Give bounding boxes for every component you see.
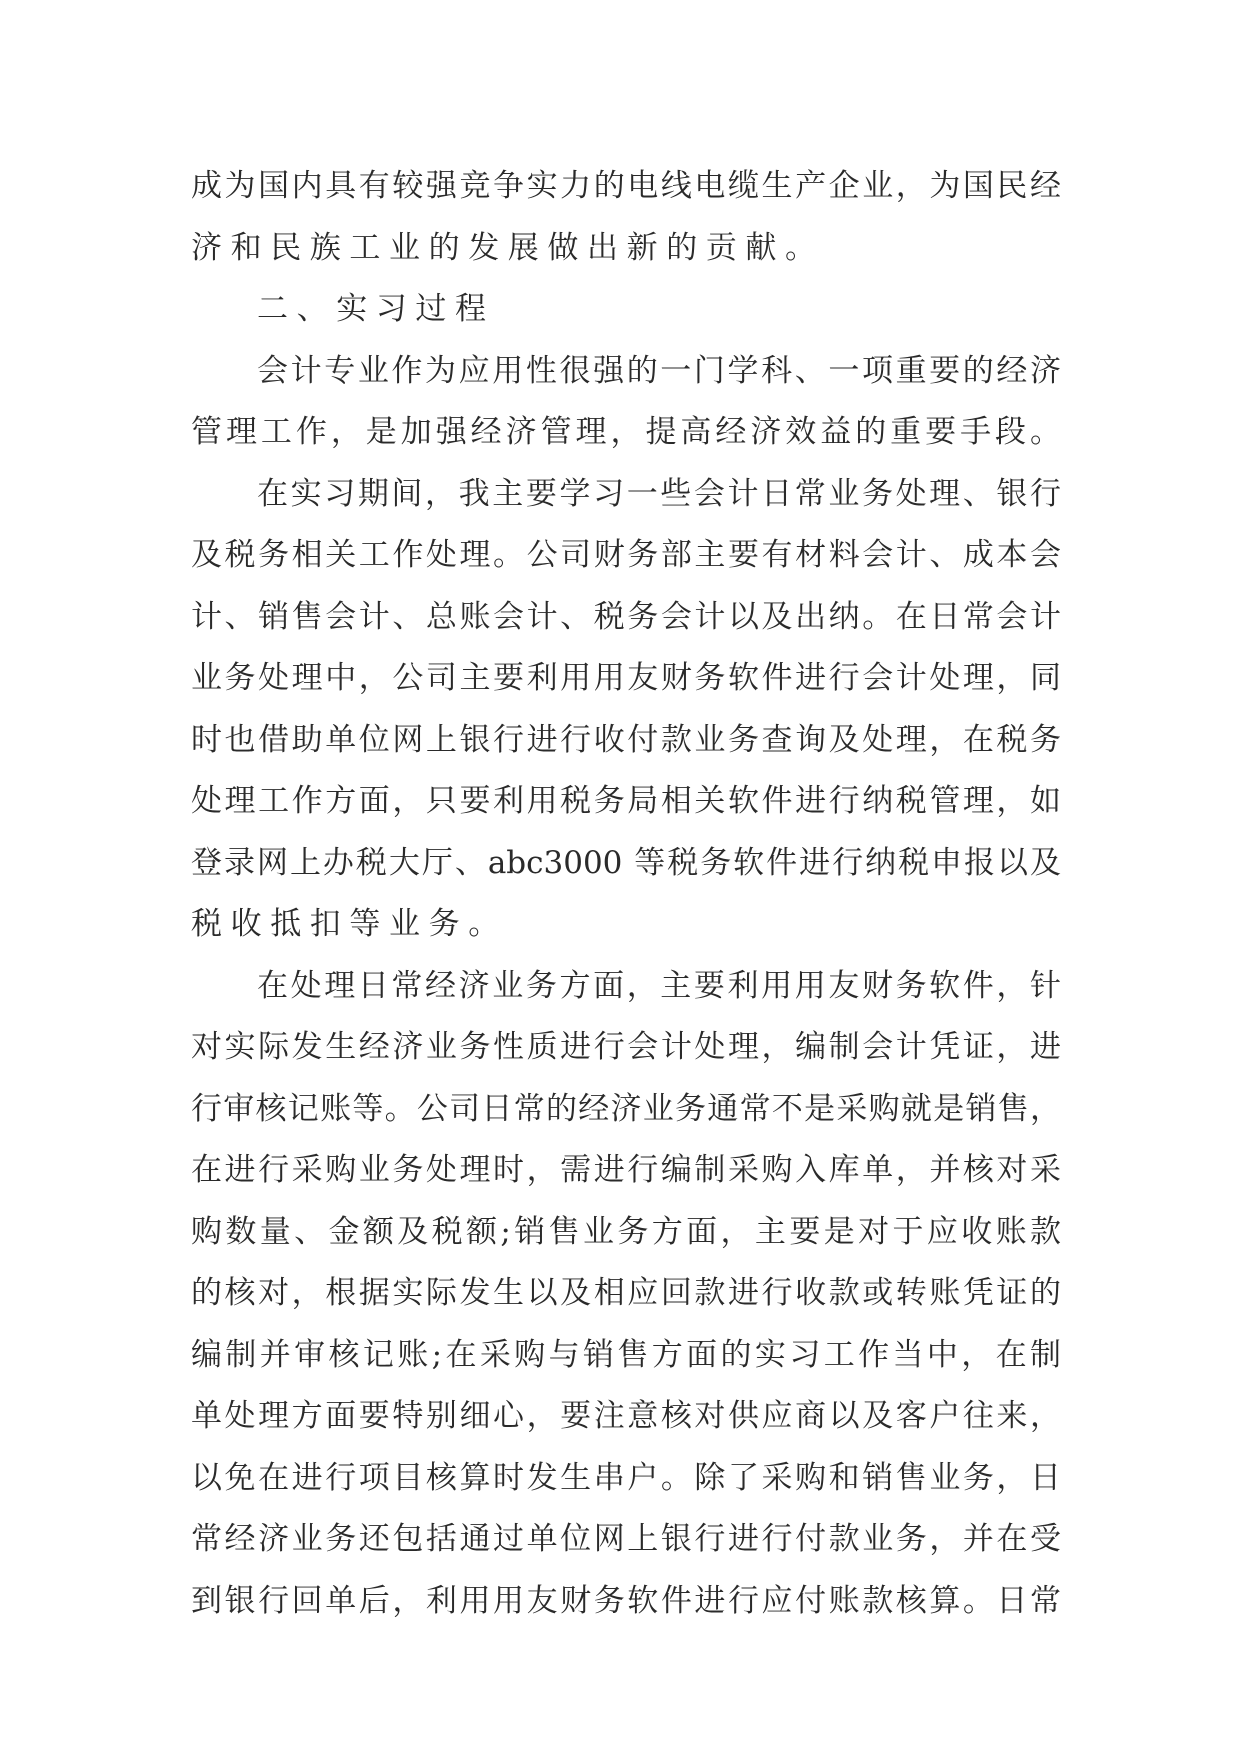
text-line: 计、销售会计、总账会计、税务会计以及出纳。在日常会计: [191, 598, 1061, 635]
text-line: 到银行回单后，利用用友财务软件进行应付账款核算。日常: [191, 1582, 1061, 1619]
text-line: 处理工作方面，只要利用税务局相关软件进行纳税管理，如: [191, 783, 1061, 819]
text-line: 登录网上办税大厅、abc3000 等税务软件进行纳税申报以及: [191, 844, 1061, 881]
text-line: 购数量、金额及税额;销售业务方面，主要是对于应收账款: [191, 1213, 1061, 1250]
text-line: 以免在进行项目核算时发生串户。除了采购和销售业务，日: [191, 1459, 1061, 1496]
text-line: 编制并审核记账;在采购与销售方面的实习工作当中，在制: [191, 1336, 1061, 1373]
text-line: 在处理日常经济业务方面，主要利用用友财务软件，针: [257, 967, 1061, 1004]
text-line: 成为国内具有较强竞争实力的电线电缆生产企业，为国民经: [191, 168, 1061, 204]
text-line: 济和民族工业的发展做出新的贡献。: [191, 229, 825, 266]
text-line: 常经济业务还包括通过单位网上银行进行付款业务，并在受: [191, 1521, 1061, 1557]
text-line: 在实习期间，我主要学习一些会计日常业务处理、银行: [257, 475, 1061, 512]
text-line: 时也借助单位网上银行进行收付款业务查询及处理，在税务: [191, 721, 1061, 758]
text-line: 管理工作，是加强经济管理，提高经济效益的重要手段。: [191, 414, 1061, 450]
text-line: 在进行采购业务处理时，需进行编制采购入库单，并核对采: [191, 1152, 1061, 1188]
section-heading: 二、实习过程: [257, 291, 495, 327]
text-line: 单处理方面要特别细心，要注意核对供应商以及客户往来，: [191, 1398, 1061, 1434]
text-line: 行审核记账等。公司日常的经济业务通常不是采购就是销售，: [191, 1090, 1061, 1127]
text-line: 业务处理中，公司主要利用用友财务软件进行会计处理，同: [191, 660, 1061, 696]
text-line: 对实际发生经济业务性质进行会计处理，编制会计凭证，进: [191, 1029, 1061, 1065]
text-line: 及税务相关工作处理。公司财务部主要有材料会计、成本会: [191, 537, 1061, 573]
text-line: 税收抵扣等业务。: [191, 906, 508, 942]
text-line: 会计专业作为应用性很强的一门学科、一项重要的经济: [257, 352, 1061, 389]
text-line: 的核对，根据实际发生以及相应回款进行收款或转账凭证的: [191, 1275, 1061, 1311]
document-body: [191, 156, 1061, 1632]
